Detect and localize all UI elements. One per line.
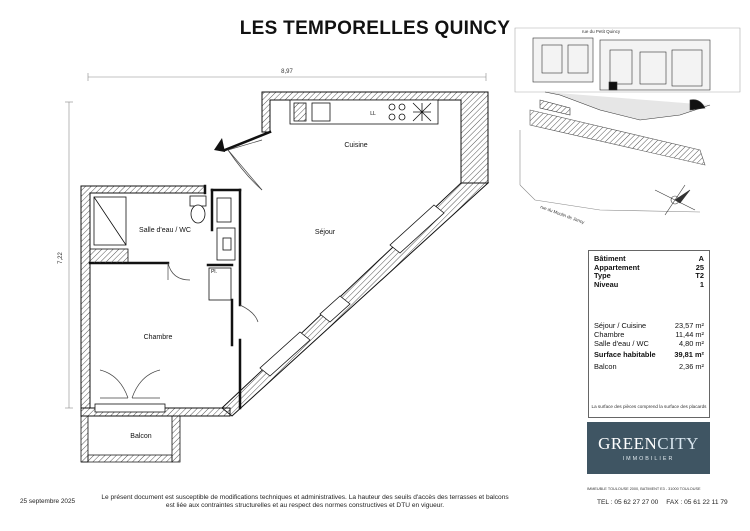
room-label-balcon: Balcon [130,433,152,440]
disclaimer-text: Le présent document est susceptible de modifications techniques et administratives. La hauteur des seuils d'accès des terrasses et balcons est liée aux contraintes structurelles et au respect des normes constructives et DTU en vigueur. [101,494,509,510]
dimension-width: 8,97 [281,69,293,75]
apartment-info-box [588,250,710,418]
partitions [90,132,270,408]
area-row: Salle d'eau / WC 4,80 m² [594,338,704,348]
balcon-row: Balcon 2,36 m² [594,361,704,371]
dimension-height: 7,22 [58,252,64,264]
room-label-salle-eau: Salle d'eau / WC [139,227,191,234]
street-label-top: rue du Petit Quincy [581,29,621,34]
ll-label: LL [370,111,376,117]
document-date: 25 septembre 2025 [20,498,76,505]
info-row: Type T2 [594,271,704,281]
fax-number: FAX : 05 61 22 11 79 [666,499,728,506]
company-contact [597,499,734,506]
placard-label: Pl. [211,269,217,275]
info-row: Appartement 25 [594,262,704,272]
info-row: Bâtiment A [594,254,704,263]
room-label-cuisine: Cuisine [344,142,368,149]
kitchen-counter [290,100,438,124]
street-label-side: rue du Moulin de Jancy [539,204,586,225]
location-map [515,28,740,212]
doors [100,140,262,398]
area-row: Séjour / Cuisine 23,57 m² [594,321,704,331]
entrance-arrow-icon [214,138,225,152]
room-label-chambre: Chambre [143,334,173,341]
info-row: Niveau 1 [594,279,704,289]
page-title: LES TEMPORELLES QUINCY [239,18,511,39]
surface-note: La surface des pièces comprend la surface des placards [591,404,707,410]
company-address: IMMEUBLE TOULOUSE 2000, BATIMENT E3 - 31000 TOULOUSE [587,487,701,491]
greencity-logo: GREENCITY IMMOBILIER [587,422,710,474]
surface-habitable-row: Surface habitable 39,81 m² [594,350,704,360]
room-label-sejour: Séjour [314,229,336,236]
phone-number: TEL : 05 62 27 27 00 [597,499,659,506]
north-compass-icon [655,185,695,215]
walls [81,92,488,416]
area-row: Chambre 11,44 m² [594,329,704,339]
